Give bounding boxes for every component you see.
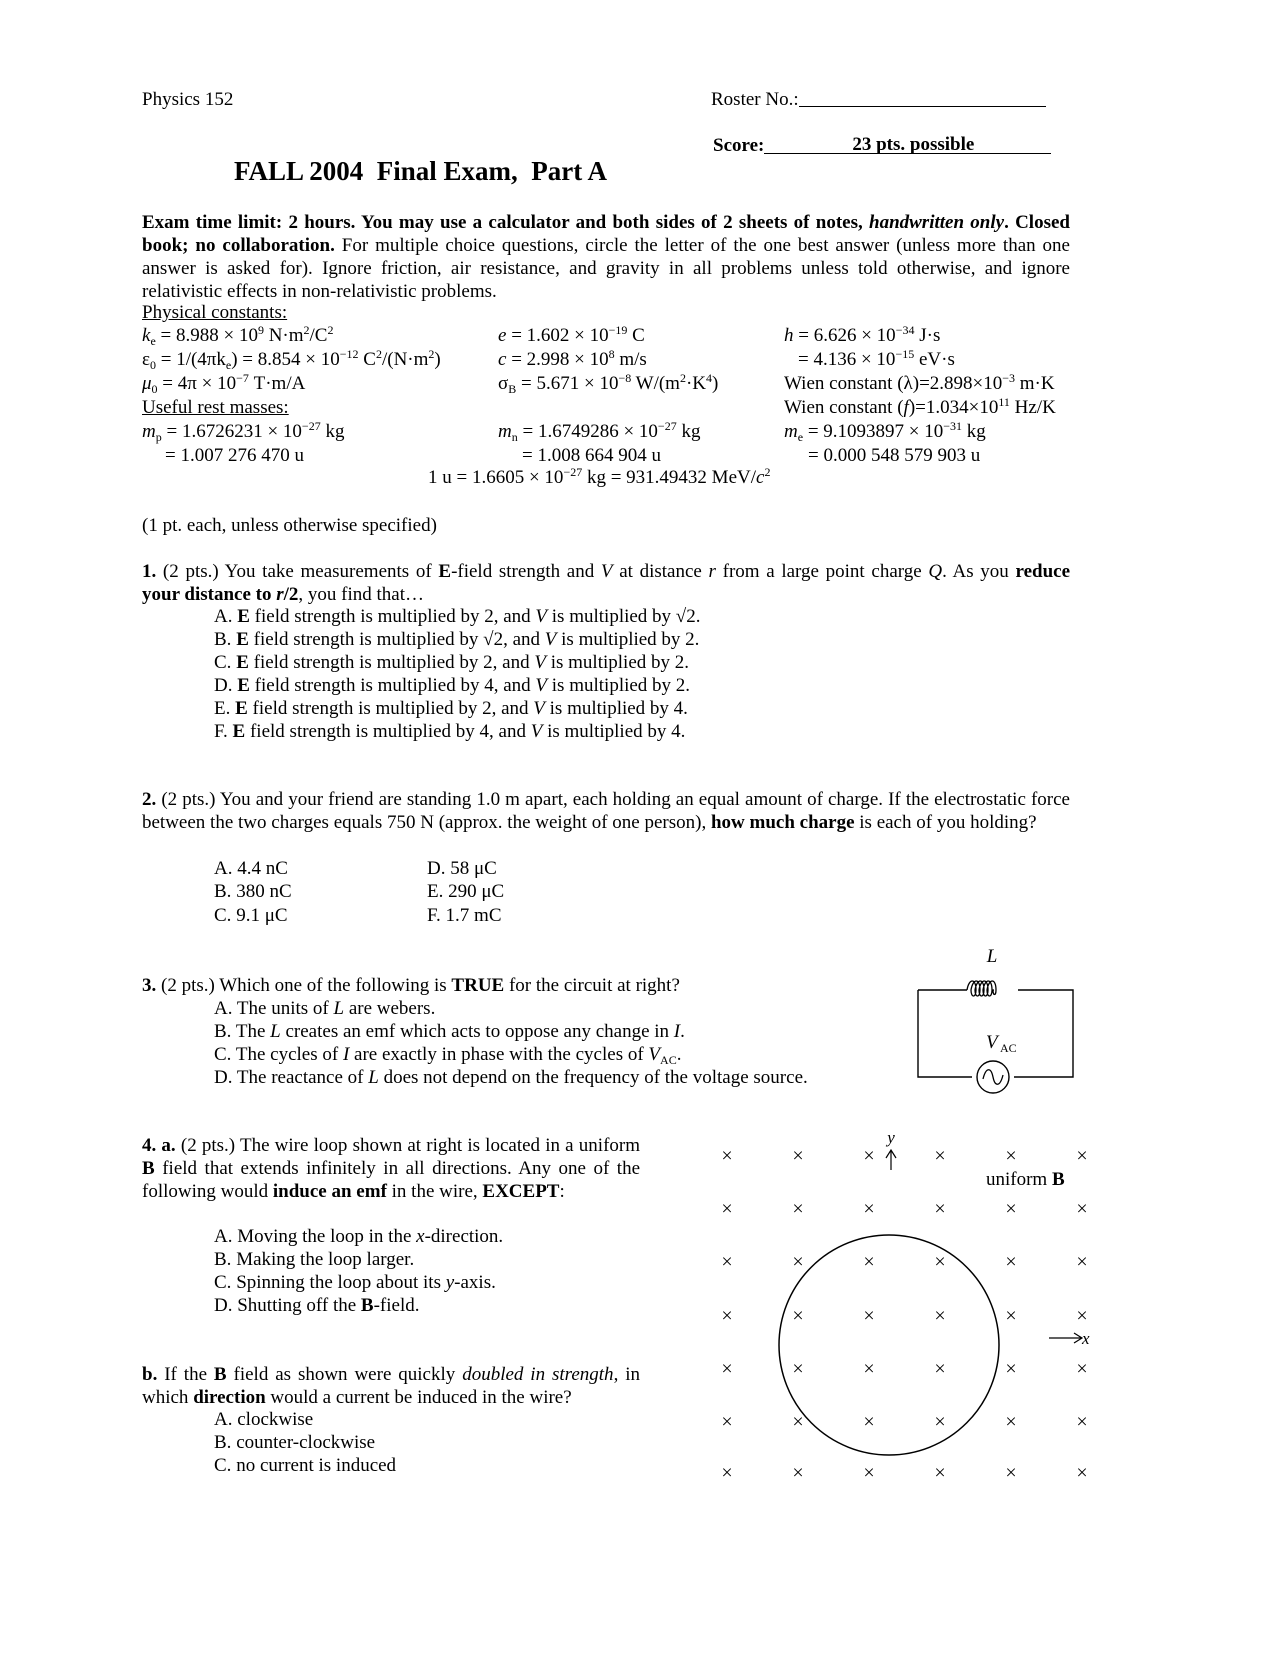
q2-option-f[interactable]: F. 1.7 mC: [427, 905, 502, 926]
q4a-option-b[interactable]: B. Making the loop larger.: [214, 1249, 415, 1270]
field-cross-icon: ×: [863, 1358, 875, 1380]
score-value: 23 pts. possible: [852, 134, 975, 155]
field-cross-icon: ×: [792, 1145, 804, 1167]
field-cross-icon: ×: [863, 1462, 875, 1484]
field-cross-icon: ×: [934, 1145, 946, 1167]
field-cross-icon: ×: [934, 1305, 946, 1327]
q2-stem: 2. (2 pts.) You and your friend are standing 1.0 m apart, each holding an equal amount of charge. If the electrostatic force between the two charges equals 750 N (approx. the weight of one person), how much charge is each of you holding?: [142, 789, 1070, 833]
field-cross-icon: ×: [721, 1198, 733, 1220]
field-cross-icon: ×: [1076, 1198, 1088, 1220]
q1-option-e[interactable]: E. E field strength is multiplied by 2, and V is multiplied by 4.: [214, 698, 688, 719]
q2-option-d[interactable]: D. 58 μC: [427, 858, 497, 879]
const-amu: 1 $u = 1.6605 \times 10^{-27}$ kg = 931.49432 MeV/$c^2$: [428, 465, 771, 488]
const-mn: $m_n = 1.6749286 \times 10^{-27}$ kg: [498, 419, 701, 444]
q3-option-b[interactable]: B. The L creates an emf which acts to oppose any change in I.: [214, 1021, 685, 1042]
source-label: V: [986, 1032, 998, 1053]
q2-option-b[interactable]: B. 380 nC: [214, 881, 292, 902]
field-cross-icon: ×: [863, 1145, 875, 1167]
inductor-label: L: [986, 946, 998, 967]
instructions-rest: For multiple choice questions, circle the letter of the one best answer (unless more than one answer is asked for). Ignore friction, air resistance, and gravity in all problems unless told otherwise, and ignore relativistic effects in non-relativistic problems.: [142, 235, 1070, 302]
field-cross-icon: ×: [1005, 1358, 1017, 1380]
q4b-option-a[interactable]: A. clockwise: [214, 1409, 314, 1430]
field-cross-icon: ×: [1005, 1411, 1017, 1433]
roster-field: [711, 88, 1046, 112]
field-cross-icon: ×: [863, 1411, 875, 1433]
q3-option-c[interactable]: C. The cycles of I are exactly in phase with the cycles of $V_{AC}$.: [214, 1044, 682, 1067]
const-sigma: $\sigma_B = 5.671 \times 10^{-8}$ $W/(m^2\cdot K^4)$: [498, 371, 719, 396]
field-cross-icon: ×: [934, 1411, 946, 1433]
field-cross-icon: ×: [721, 1305, 733, 1327]
field-cross-icon: ×: [1005, 1251, 1017, 1273]
score-field: [713, 133, 1051, 158]
field-cross-icon: ×: [721, 1411, 733, 1433]
const-h: $h = 6.626 \times 10^{-34}$ J·s: [784, 323, 941, 346]
field-cross-icon: ×: [863, 1251, 875, 1273]
q3-stem: 3. (2 pts.) Which one of the following is TRUE for the circuit at right?: [142, 975, 680, 996]
q4a-option-a[interactable]: A. Moving the loop in the x-direction.: [214, 1226, 504, 1247]
field-cross-icon: ×: [1005, 1305, 1017, 1327]
field-cross-icon: ×: [792, 1358, 804, 1380]
field-cross-icon: ×: [1076, 1145, 1088, 1167]
const-mp: $m_p = 1.6726231 \times 10^{-27}$ kg: [142, 419, 345, 444]
const-c: $c = 2.998 \times 10^8$ m/s: [498, 347, 647, 370]
field-cross-icon: ×: [721, 1462, 733, 1484]
instructions-handwritten: handwritten only: [869, 212, 1005, 233]
circuit-diagram: [910, 940, 1080, 1095]
q1-option-c[interactable]: C. E field strength is multiplied by 2, and V is multiplied by 2.: [214, 652, 690, 673]
const-h-ev: = $4.136 \times 10^{-15}$ eV·s: [798, 347, 955, 370]
instructions: [142, 211, 1070, 303]
field-cross-icon: ×: [1076, 1251, 1088, 1273]
q3-option-d[interactable]: D. The reactance of L does not depend on the frequency of the voltage source.: [214, 1067, 808, 1088]
field-cross-icon: ×: [934, 1358, 946, 1380]
roster-label: Roster No.:: [711, 89, 799, 110]
q4b-stem: b. If the B field as shown were quickly doubled in strength, in which direction would a current be induced in the wire?: [142, 1364, 640, 1408]
roster-blank: [799, 88, 1046, 107]
y-axis-label: y: [887, 1128, 895, 1147]
field-cross-icon: ×: [792, 1251, 804, 1273]
y-axis-arrow-icon: [886, 1150, 896, 1170]
q4b-option-b[interactable]: B. counter-clockwise: [214, 1432, 376, 1453]
x-axis-arrow-icon: [1049, 1333, 1082, 1343]
const-mn-u: = 1.008 664 904 u: [522, 445, 661, 466]
field-cross-icon: ×: [934, 1462, 946, 1484]
field-cross-icon: ×: [934, 1198, 946, 1220]
q3-option-a[interactable]: A. The units of L are webers.: [214, 998, 436, 1019]
q2-option-c[interactable]: C. 9.1 μC: [214, 905, 288, 926]
const-e: $e = 1.602 \times 10^{-19}$ C: [498, 323, 645, 346]
field-cross-icon: ×: [1005, 1462, 1017, 1484]
field-cross-icon: ×: [721, 1358, 733, 1380]
field-cross-icon: ×: [1076, 1305, 1088, 1327]
q1-option-a[interactable]: A. E field strength is multiplied by 2, and V is multiplied by √2.: [214, 606, 701, 627]
field-cross-icon: ×: [1005, 1198, 1017, 1220]
constants-heading: Physical constants:: [142, 302, 288, 323]
q4a-stem: 4. a. (2 pts.) The wire loop shown at right is located in a uniform B field that extends infinitely in all directions. Any one of the following would induce an emf in the wire, EXCEPT:: [142, 1135, 641, 1202]
field-cross-icon: ×: [1076, 1358, 1088, 1380]
field-cross-icon: ×: [1076, 1462, 1088, 1484]
field-cross-icon: ×: [792, 1462, 804, 1484]
uniform-b-label: uniform B: [986, 1169, 1065, 1190]
masses-heading: Useful rest masses:: [142, 397, 289, 418]
const-me-u: = 0.000 548 579 903 u: [808, 445, 981, 466]
const-mu0: $\mu_0 = 4\pi \times 10^{-7}$ T·m/A: [142, 371, 306, 396]
field-cross-icon: ×: [792, 1305, 804, 1327]
const-wien-f: Wien constant $(f)=1.034\times 10^{11}$ Hz/K: [784, 395, 1056, 418]
q2-option-a[interactable]: A. 4.4 nC: [214, 858, 288, 879]
field-cross-icon: ×: [721, 1251, 733, 1273]
q4a-option-c[interactable]: C. Spinning the loop about its y-axis.: [214, 1272, 496, 1293]
score-blank: [764, 133, 1051, 154]
q1-option-d[interactable]: D. E field strength is multiplied by 4, and V is multiplied by 2.: [214, 675, 691, 696]
q1-option-b[interactable]: B. E field strength is multiplied by √2, and V is multiplied by 2.: [214, 629, 700, 650]
field-cross-icon: ×: [792, 1198, 804, 1220]
page-title: FALL 2004 Final Exam, Part A: [234, 156, 608, 186]
field-crosses: [721, 1145, 1087, 1484]
q1-stem: 1. (2 pts.) You take measurements of E-field strength and V at distance r from a large point charge Q. As you reduce your distance to r/2, you find that…: [142, 561, 1071, 605]
const-epsilon0: $\varepsilon_0 = 1/(4\pi k_e) = 8.854 \times 10^{-12}$ $C^2/(N\cdot m^2)$: [142, 347, 441, 372]
x-axis-label: x: [1082, 1329, 1090, 1348]
instructions-bold-1: Exam time limit: 2 hours. You may use a calculator and both sides of 2 sheets of notes,: [142, 212, 869, 233]
inductor-coil: [967, 981, 996, 996]
field-cross-icon: ×: [863, 1198, 875, 1220]
field-cross-icon: ×: [792, 1411, 804, 1433]
score-label: Score:: [713, 135, 765, 156]
bfield-figure: [700, 1120, 1100, 1490]
field-cross-icon: ×: [1076, 1411, 1088, 1433]
const-me: $m_e = 9.1093897 \times 10^{-31}$ kg: [784, 419, 986, 444]
q2-option-e[interactable]: E. 290 μC: [427, 881, 505, 902]
field-cross-icon: ×: [863, 1305, 875, 1327]
field-cross-icon: ×: [934, 1251, 946, 1273]
wire-loop: [779, 1235, 999, 1455]
const-wien-lambda: Wien constant $(\lambda)=2.898\times 10^{-3}$ m·K: [784, 371, 1055, 394]
course-name: Physics 152: [142, 89, 234, 110]
q4b-option-c[interactable]: C. no current is induced: [214, 1455, 397, 1476]
source-label-sub: AC: [1000, 1041, 1017, 1055]
points-note: (1 pt. each, unless otherwise specified): [142, 515, 437, 536]
field-cross-icon: ×: [721, 1145, 733, 1167]
const-ke: $k_e = 8.988 \times 10^9$ $N\cdot m^2/C^2$: [142, 323, 334, 348]
field-cross-icon: ×: [1005, 1145, 1017, 1167]
instructions-bold-2: . Closed book; no collaboration.: [142, 212, 1070, 256]
q4a-option-d[interactable]: D. Shutting off the B-field.: [214, 1295, 420, 1316]
q1-option-f[interactable]: F. E field strength is multiplied by 4, and V is multiplied by 4.: [214, 721, 686, 742]
const-mp-u: = 1.007 276 470 u: [165, 445, 304, 466]
